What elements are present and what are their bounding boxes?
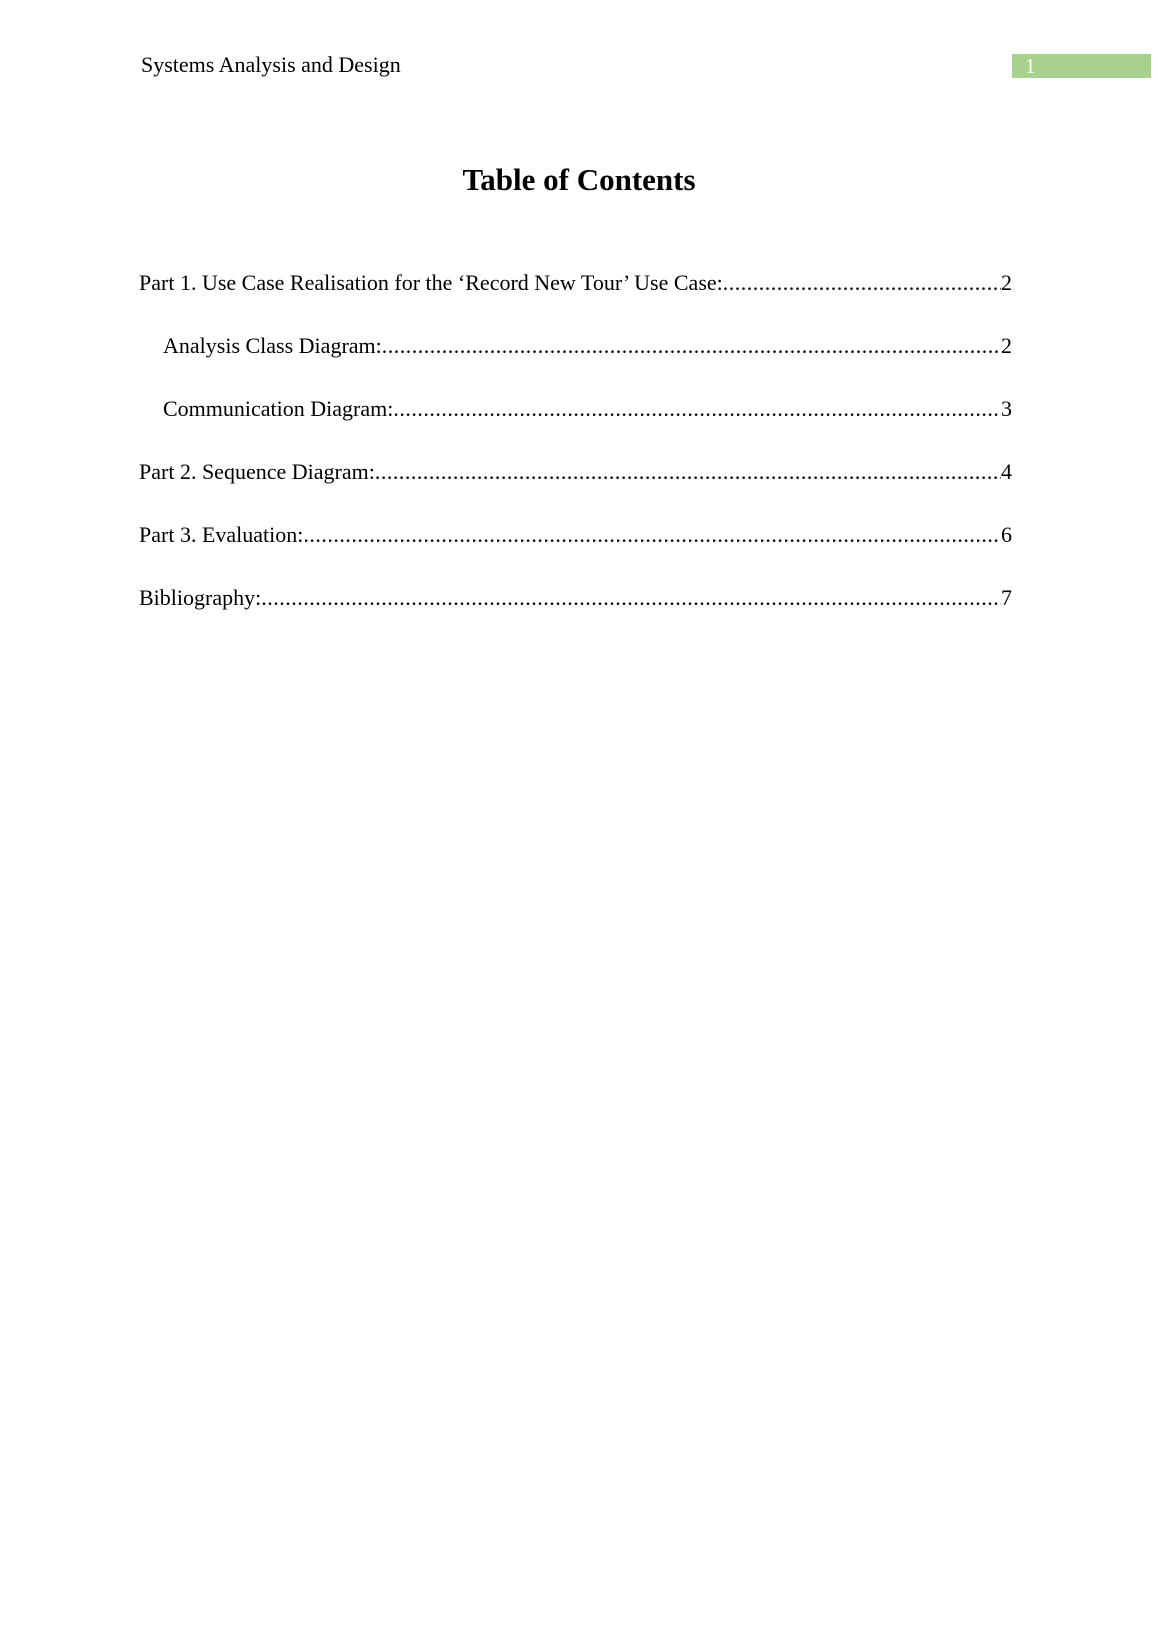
toc-entry-page: 6 [1001, 522, 1012, 547]
toc-entry-label: Analysis Class Diagram: [163, 333, 382, 358]
toc-entry-label: Part 3. Evaluation: [139, 522, 304, 547]
toc-entry-page: 2 [1001, 333, 1012, 358]
toc-entry-label: Part 1. Use Case Realisation for the ‘Record New Tour’ Use Case: [139, 270, 723, 295]
toc-title: Table of Contents [462, 162, 696, 197]
toc-entry-page: 4 [1001, 459, 1012, 484]
toc-entry-bibliography[interactable] [139, 583, 1012, 646]
toc-dot-leader [382, 331, 1001, 361]
page-number-badge [1012, 54, 1151, 78]
toc-entry-label: Bibliography: [139, 585, 262, 610]
toc-entry-analysis-class-diagram[interactable] [139, 331, 1012, 394]
page-header [0, 0, 1158, 100]
toc-entry-label: Part 2. Sequence Diagram: [139, 459, 375, 484]
toc-dot-leader [303, 520, 1001, 550]
toc-entry-page: 2 [1001, 270, 1012, 295]
toc-dot-leader [261, 583, 1001, 613]
running-title: Systems Analysis and Design [141, 52, 401, 77]
toc-dot-leader [375, 457, 1001, 487]
toc-entry-label: Communication Diagram: [163, 396, 394, 421]
toc-list [139, 268, 1012, 646]
toc-entry-part-2[interactable] [139, 457, 1012, 520]
toc-entry-page: 7 [1001, 585, 1012, 610]
toc-dot-leader [723, 268, 1001, 298]
toc-entry-page: 3 [1001, 396, 1012, 421]
toc-entry-part-1[interactable] [139, 268, 1012, 331]
toc-dot-leader [393, 394, 1001, 424]
toc-entry-part-3[interactable] [139, 520, 1012, 583]
toc-entry-communication-diagram[interactable] [139, 394, 1012, 457]
page-number: 1 [1025, 54, 1036, 78]
